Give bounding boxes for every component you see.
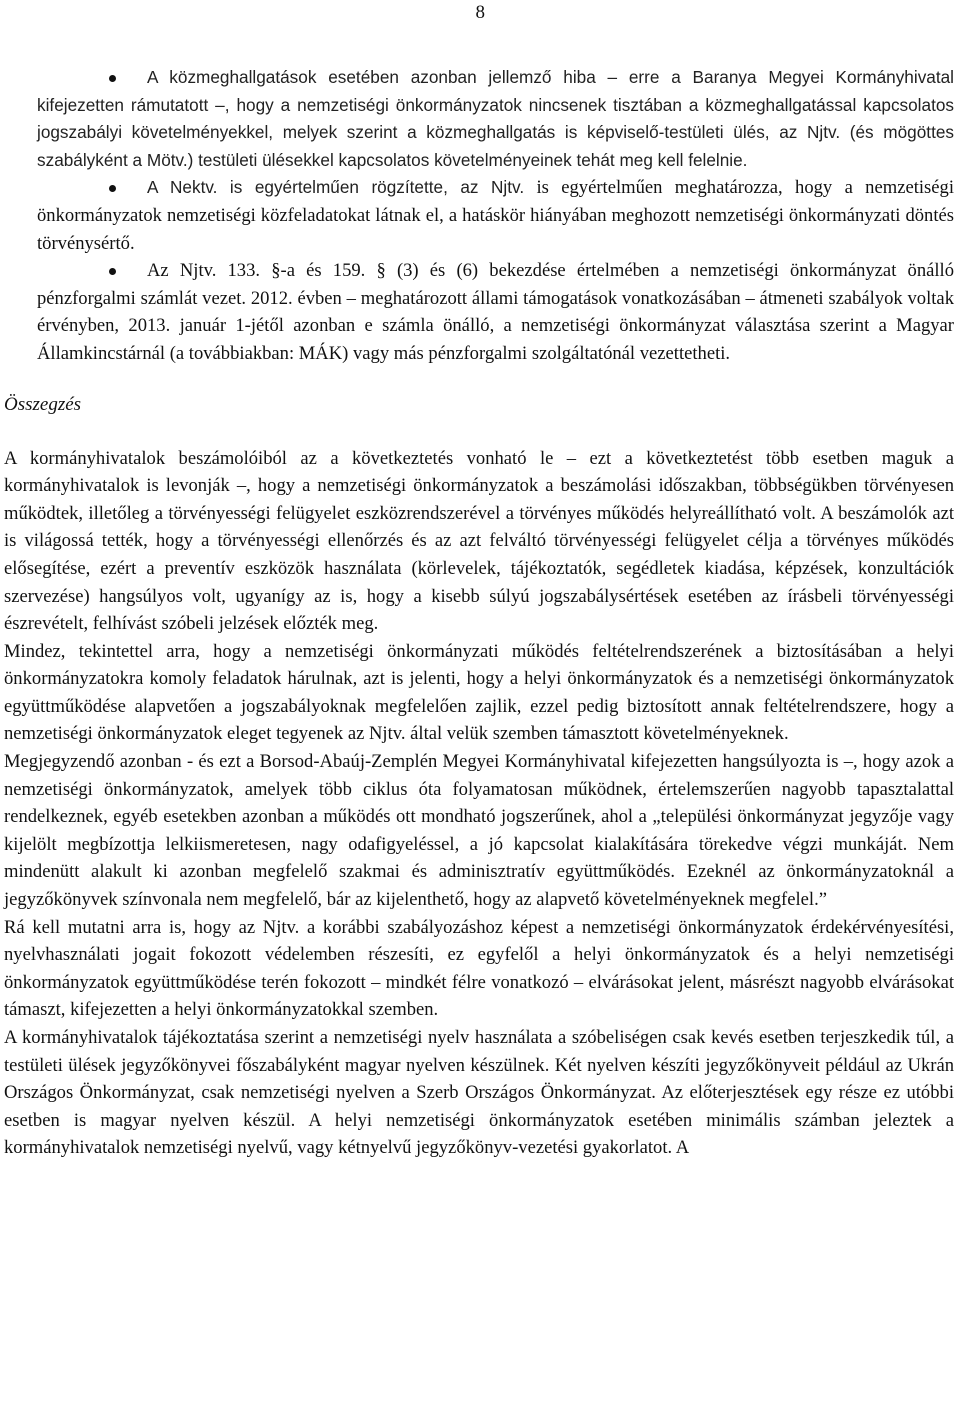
paragraph-cooperation: Mindez, tekintettel arra, hogy a nemzetiségi önkormányzati működés feltételrendszerének a biztosításában a helyi önkormányzatokra komoly feladatok hárulnak, azt is jelenti, hogy a helyi önkormányzatok és a nemzetiségi önkormányzatok együttműködése alapvetően a jogszabályoknak megfelelően zajlik, ezzel pedig biztosított annak feltételrendszere, hogy a nemzetiségi önkormányzatok eleget tegyenek az Njtv. által velük szemben támasztott követelményeknek.	[4, 640, 954, 745]
paragraph-borsod: Megjegyzendő azonban - és ezt a Borsod-Abaúj-Zemplén Megyei Kormányhivatal kifejezetten hangsúlyozta is –, hogy azok a nemzetiségi önkormányzatok, amelyek több ciklus óta folyamatosan működnek, értelemszerűen nagyobb tapasztalattal rendelkeznek, egyéb esetekben azonban a működés ott mondható jogszerűnek, ahol a „települési önkormányzat jegyzője vagy kijelölt megbízottja lelkiismeretesen, nagy odafigyeléssel, a jó kapcsolat kialakítására törekedve végzi munkáját. Nem mindenütt alakult ki azonban megfelelő szakmai és adminisztratív együttműködés. Ezeknél az önkormányzatoknál a jegyzőkönyvek színvonala nem megfelelő, bár az kijelenthető, hogy az alapvető követelményeknek megfelel.”	[4, 751, 954, 911]
bullet-item-nektv	[4, 174, 954, 257]
paragraph-summary: A kormányhivatalok beszámolóiból az a következtetés vonható le – ezt a következtetést több esetben maguk a kormányhivatalok is levonják –, hogy a nemzetiségi önkormányzatok a beszámolási időszakban, többségükben törvényesen működtek, illetőleg a törvényességi felügyelet eszközrendszerével a törvényes működés helyreállítható volt. A beszámolók azt is világossá tették, hogy a törvényességi ellenőrzés és az azt felváltó törvényességi felügyelet célja a törvényes működés elősegítése, ezért a preventív eszközök használata (körlevelek, tájékoztatók, segédletek kiadása, képzések, konzultációk szervezése) hangsúlyos volt, ugyanígy az is, hogy a kisebb súlyú jogszabálysértések esetében az írásbeli törvényességi észrevételt, felhívást szóbeli jelzések előzték meg.	[4, 447, 954, 635]
bullet-text	[37, 174, 954, 257]
paragraph-njtv-rights: Rá kell mutatni arra is, hogy az Njtv. a korábbi szabályozáshoz képest a nemzetiségi önkormányzatok érdekérvényesítési, nyelvhasználati jogait fokozott védelemben részesíti, ez egyfelől a helyi önkormányzatok és a helyi nemzetiségi önkormányzatok együttműködése terén fokozott – mindkét félre vonatkozó – elvárásokat jelent, másrészt nagyobb elvárásokat támaszt, kifejezetten a helyi önkormányzatokkal szemben.	[4, 916, 954, 1021]
page-number: 8	[475, 2, 485, 23]
document-body	[4, 64, 954, 1162]
section-heading: Összegzés	[4, 393, 82, 415]
paragraph-language-use: A kormányhivatalok tájékoztatása szerint a nemzetiségi nyelv használata a szóbeliségen csak kevés esetben terjeszkedik túl, a testületi ülések jegyzőkönyvei főszabályként magyar nyelven készülnek. Két nyelven készíti jegyzőkönyveit például az Ukrán Országos Önkormányzat, csak nemzetiségi nyelven a Szerb Országos Önkormányzat. Az előterjesztések egy része ez utóbbi esetben is magyar nyelven készül. A helyi nemzetiségi önkormányzatok esetében minimális számban jeleztek a kormányhivatalok nemzetiségi nyelvű, vagy kétnyelvű jegyzőkönyv-vezetési gyakorlatot. A	[4, 1027, 954, 1159]
bullet-item-public-hearings	[4, 64, 954, 174]
bullet-item-njtv-account	[4, 257, 954, 367]
bullet-text: A közmeghallgatások esetében azonban jellemző hiba – erre a Baranya Megyei Kormányhivatal kifejezetten rámutatott –, hogy a nemzetiségi önkormányzatok nincsenek tisztában a közmeghallgatással kapcsolatos jogszabályi követelményekkel, melyek szerint a közmeghallgatás is képviselő-testületi ülés, az Njtv. (és mögöttes szabályként a Mötv.) testületi ülésekkel kapcsolatos követelményeinek tehát meg kell felelnie.	[37, 67, 954, 170]
bullet-text: Az Njtv. 133. §-a és 159. § (3) és (6) bekezdése értelmében a nemzetiségi önkormányzat önálló pénzforgalmi számlát vezet. 2012. évben – meghatározott állami támogatások vonatkozásában – átmeneti szabályok voltak érvényben, 2013. január 1-jétől azonban e számla önálló, a nemzetiségi önkormányzat választása szerint a Magyar Államkincstárnál (a továbbiakban: MÁK) vagy más pénzforgalmi szolgáltatónál vezettetheti.	[37, 260, 954, 364]
bullet-lead-text: A Nektv. is egyértelműen rögzítette, az Njtv.	[147, 177, 525, 198]
bullet-list	[4, 64, 954, 368]
bullet-continuation-text: is egyértelműen meghatározza, hogy a nemzetiségi önkormányzatok nemzetiségi közfeladatokat látnak el, a hatáskör hiányában meghozott nemzetiségi önkormányzati döntés törvénysértő.	[37, 177, 954, 254]
